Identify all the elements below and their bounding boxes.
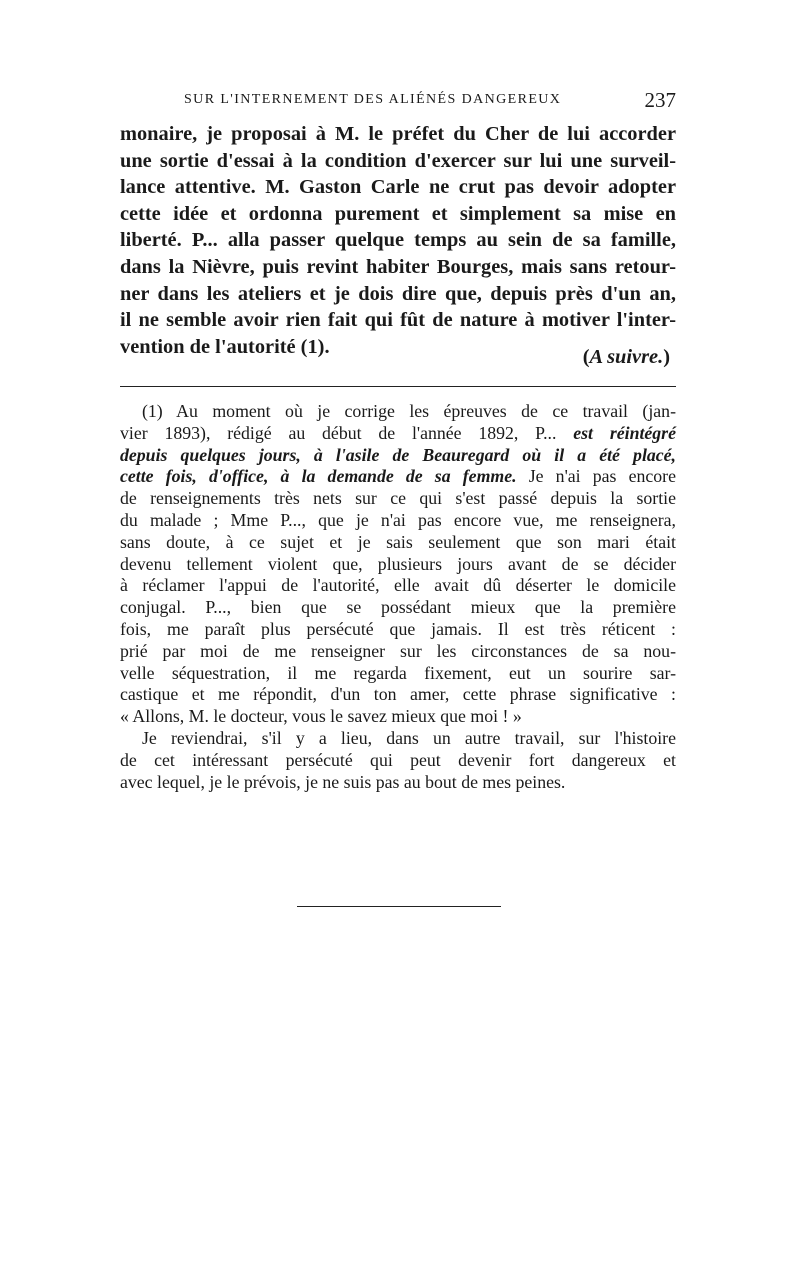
- body-line: lance attentive. M. Gaston Carle ne crut pas devoir adopter: [120, 176, 676, 199]
- footnote: [120, 401, 676, 793]
- running-head: [120, 88, 676, 116]
- body-line: dans la Nièvre, puis revint habiter Bourges, mais sans retour-: [120, 255, 676, 278]
- footnote-line: cette fois, d'office, à la demande de sa femme. Je n'ai pas encore: [120, 466, 676, 487]
- footnote-line: (1) Au moment où je corrige les épreuves de ce travail (jan-: [142, 401, 676, 421]
- footnote-line: avec lequel, je le prévois, je ne suis pas au bout de mes peines.: [120, 771, 566, 792]
- footnote-line: fois, me paraît plus persécuté que jamais. Il est très réticent :: [120, 618, 676, 639]
- body-text: [120, 121, 676, 360]
- footnote-line: vier 1893), rédigé au début de l'année 1892, P... est réintégré: [120, 422, 676, 443]
- body-line: vention de l'autorité (1).: [120, 335, 330, 358]
- body-line: cette idée et ordonna purement et simplement sa mise en: [120, 202, 676, 225]
- footnote-line: sans doute, à ce sujet et je sais seulement que son mari était: [120, 531, 676, 552]
- running-title: SUR L'INTERNEMENT DES ALIÉNÉS DANGEREUX: [184, 92, 562, 107]
- footnote-line: prié par moi de me renseigner sur les circonstances de sa nou-: [120, 640, 676, 661]
- end-of-article-rule: [297, 906, 501, 907]
- footnote-line: de cet intéressant persécuté qui peut devenir fort dangereux et: [120, 749, 676, 770]
- footnote-line: « Allons, M. le docteur, vous le savez mieux que moi ! »: [120, 706, 522, 727]
- to-be-continued-italic: A suivre.: [589, 346, 664, 368]
- footnote-line: depuis quelques jours, à l'asile de Beauregard où il a été placé,: [120, 444, 676, 465]
- footnote-line: du malade ; Mme P..., que je n'ai pas encore vue, me renseignera,: [120, 509, 676, 530]
- page-number: 237: [644, 88, 676, 112]
- footnote-line: castique et me répondit, d'un ton amer, cette phrase significative :: [120, 684, 676, 705]
- body-line: liberté. P... alla passer quelque temps au sein de sa famille,: [120, 229, 676, 252]
- body-line: ner dans les ateliers et je dois dire que, depuis près d'un an,: [120, 282, 676, 305]
- footnote-line: conjugal. P..., bien que se possédant mieux que la première: [120, 597, 676, 618]
- body-line: une sortie d'essai à la condition d'exercer sur lui une surveil-: [120, 149, 676, 172]
- body-line: monaire, je proposai à M. le préfet du Cher de lui accorder: [120, 123, 676, 145]
- footnote-line: à réclamer l'appui de l'autorité, elle avait dû déserter le domicile: [120, 575, 676, 596]
- footnote-line: de renseignements très nets sur ce qui s'est passé depuis la sortie: [120, 488, 676, 509]
- footnote-line: devenu tellement violent que, plusieurs jours avant de se décider: [120, 553, 676, 574]
- footnote-line: velle séquestration, il me regarda fixement, eut un sourire sar-: [120, 662, 676, 683]
- footnote-separator: [120, 386, 676, 387]
- to-be-continued: (A suivre.): [582, 346, 670, 368]
- footnote-line: Je reviendrai, s'il y a lieu, dans un autre travail, sur l'histoire: [142, 727, 676, 748]
- body-line: il ne semble avoir rien fait qui fût de nature à motiver l'inter-: [120, 309, 676, 332]
